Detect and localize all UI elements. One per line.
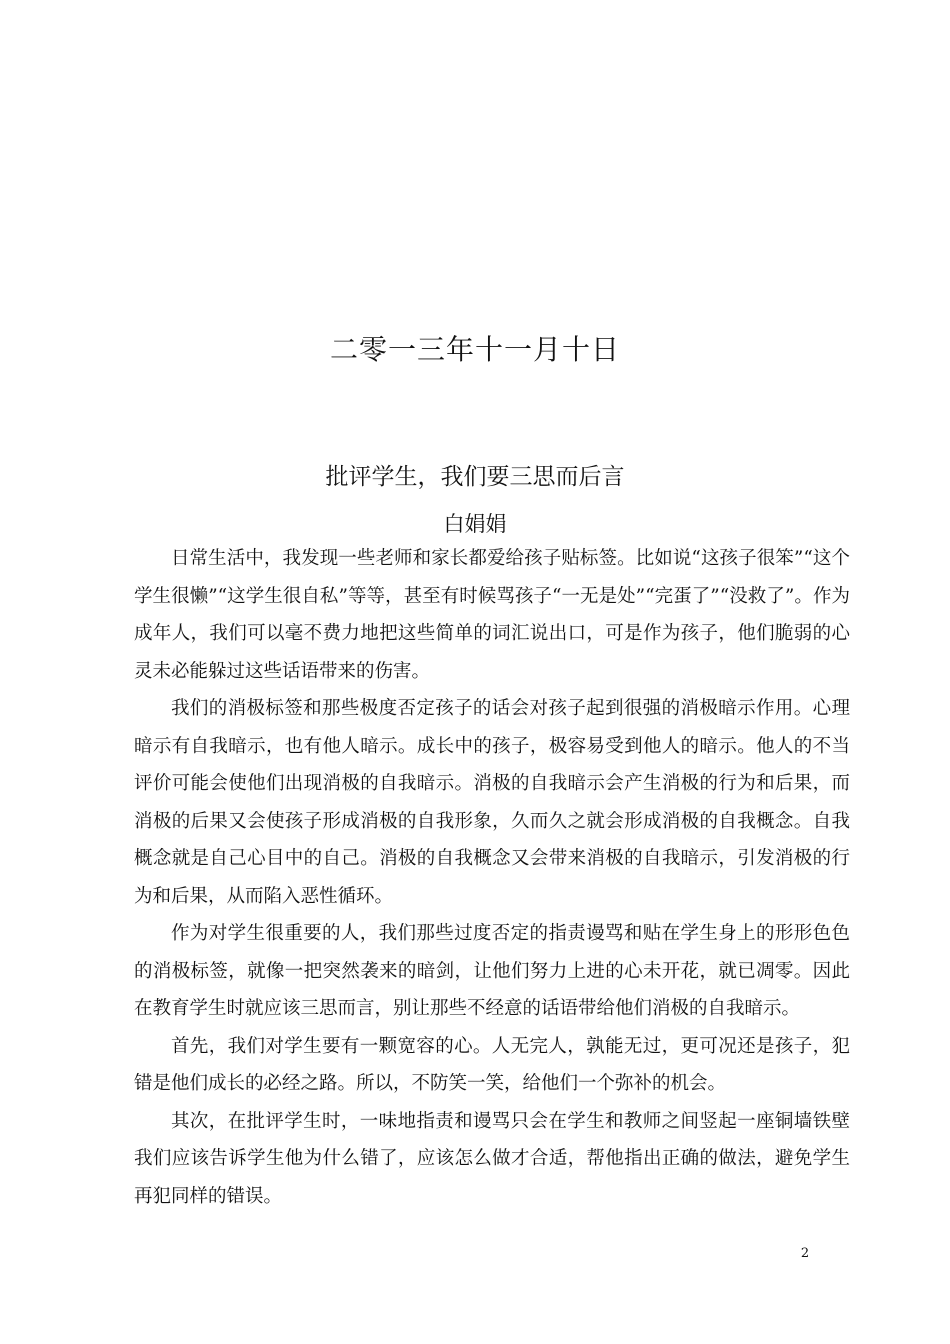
article-title: 批评学生，我们要三思而后言 — [325, 464, 625, 490]
page-number: 2 — [800, 1246, 810, 1261]
paragraph: 其次，在批评学生时，一味地指责和谩骂只会在学生和教师之间竖起一座铜墙铁壁我们应该告诉学生他为什么错了，应该怎么做才合适，帮他指出正确的做法，避免学生再犯同样的错误。 — [134, 1110, 850, 1207]
paragraph: 作为对学生很重要的人，我们那些过度否定的指责谩骂和贴在学生身上的形形色色的消极标签，就像一把突然袭来的暗剑，让他们努力上进的心未开花，就已凋零。因此在教育学生时就应该三思而言，别让那些不经意的话语带给他们消极的自我暗示。 — [134, 923, 850, 1019]
paragraph: 首先，我们对学生要有一颗宽容的心。人无完人，孰能无过，更可况还是孩子，犯错是他们成长的必经之路。所以，不防笑一笑，给他们一个弥补的机会。 — [134, 1035, 850, 1094]
author-name: 白娟娟 — [443, 512, 507, 536]
date-heading: 二零一三年十一月十日 — [329, 333, 620, 366]
paragraph: 日常生活中，我发现一些老师和家长都爱给孩子贴标签。比如说“这孩子很笨”“这个学生很懒”“这学生很自私”等等，甚至有时候骂孩子“一无是处”“完蛋了”“没救了”。作为成年人，我们可以毫不费力地把这些简单的词汇说出口，可是作为孩子，他们脆弱的心灵未必能躲过这些话语带来的伤害。 — [134, 548, 850, 682]
paragraph: 我们的消极标签和那些极度否定孩子的话会对孩子起到很强的消极暗示作用。心理暗示有自我暗示，也有他人暗示。成长中的孩子，极容易受到他人的暗示。他人的不当评价可能会使他们出现消极的自我暗示。消极的自我暗示会产生消极的行为和后果，而消极的后果又会使孩子形成消极的自我形象，久而久之就会形成消极的自我概念。自我概念就是自己心目中的自己。消极的自我概念又会带来消极的自我暗示，引发消极的行为和后果，从而陷入恶性循环。 — [134, 698, 850, 907]
article-body — [134, 540, 850, 1215]
